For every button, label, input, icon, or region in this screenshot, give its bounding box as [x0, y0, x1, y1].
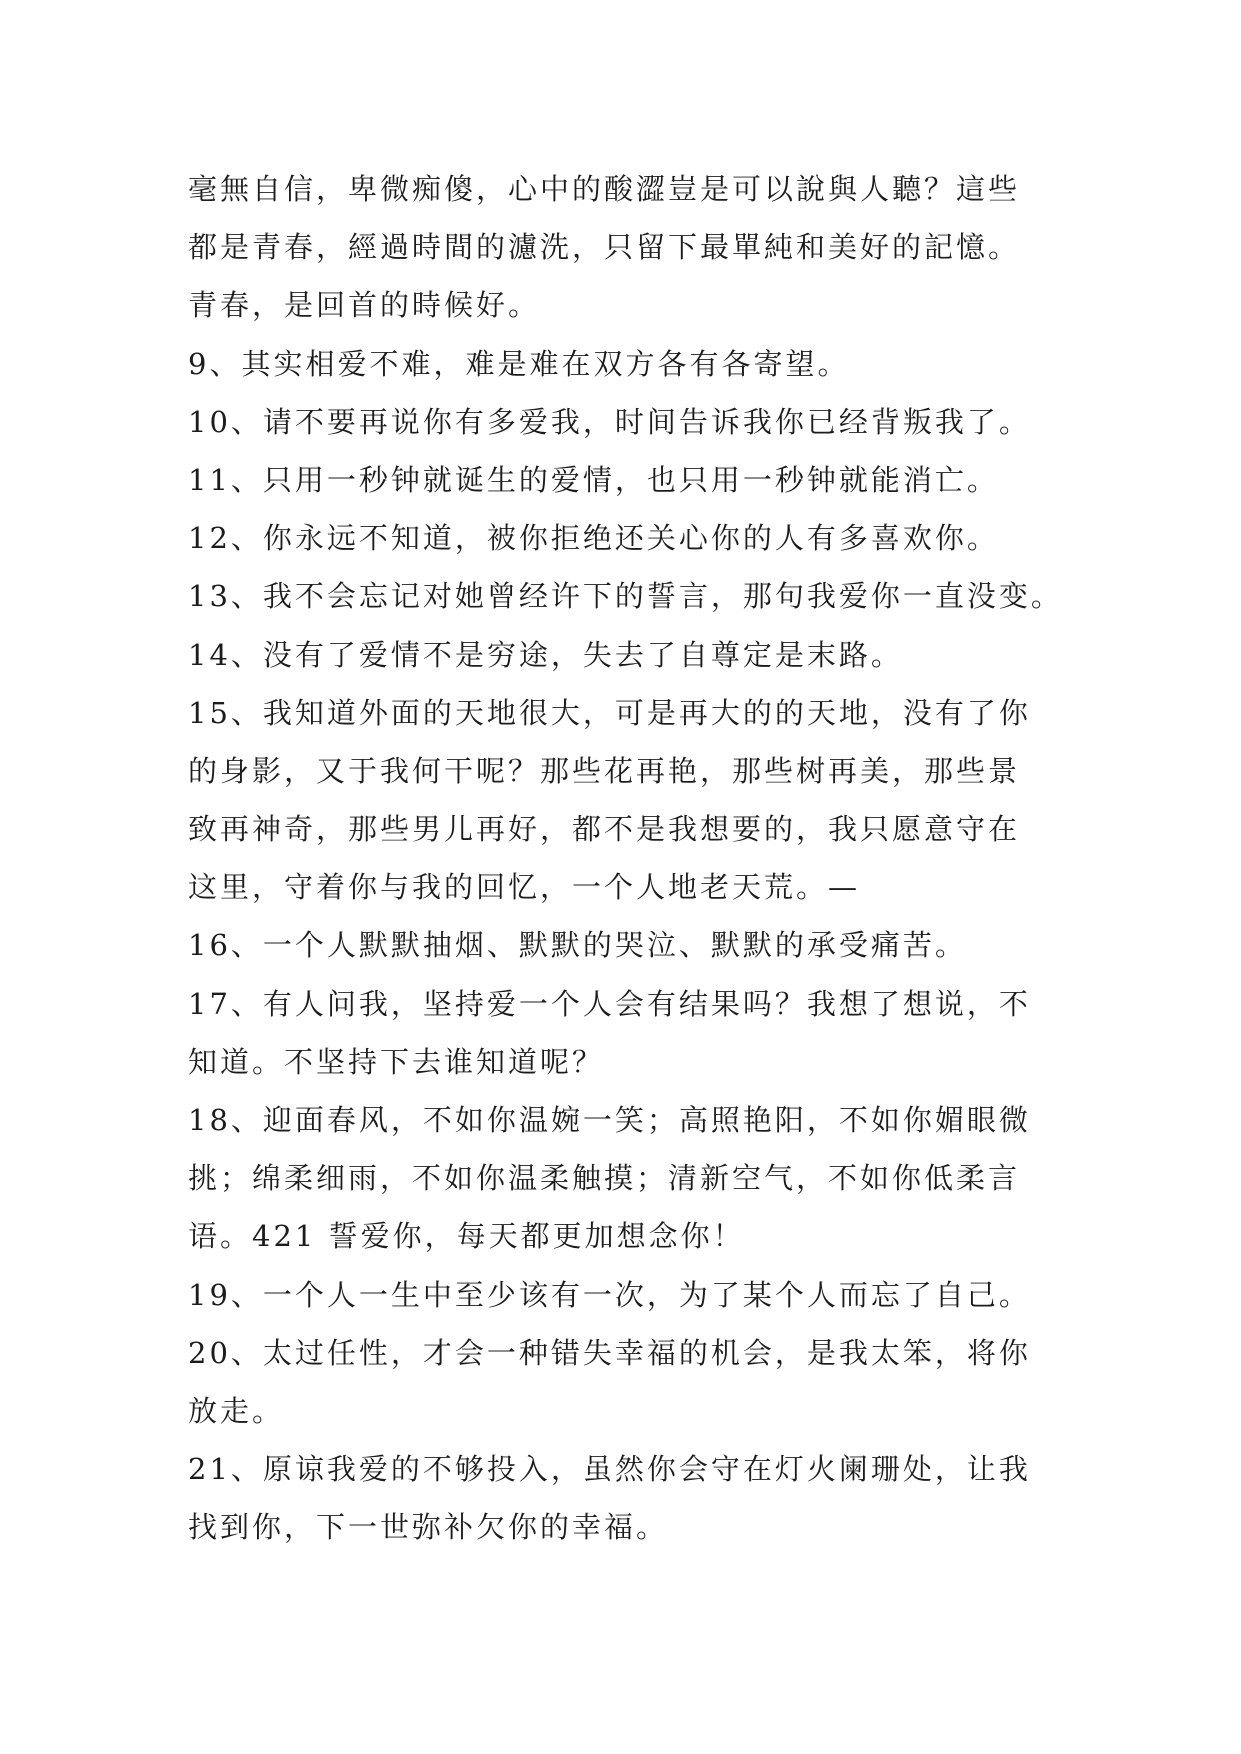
- text-line: 18、迎面春风，不如你温婉一笑；高照艳阳，不如你媚眼微: [188, 1103, 1031, 1137]
- text-line: 9、其实相爱不难，难是难在双方各有各寄望。: [188, 346, 850, 381]
- text-line: 青春，是回首的時候好。: [188, 288, 541, 323]
- text-line: 的身影，又于我何干呢？那些花再艳，那些树再美，那些景: [188, 753, 1021, 788]
- text-line: 21、原谅我爱的不够投入，虽然你会守在灯火阑珊处，让我: [188, 1452, 1031, 1487]
- body-text: [188, 160, 1068, 1557]
- text-line: 挑；绵柔细雨，不如你温柔触摸；清新空气，不如你低柔言: [188, 1161, 1021, 1196]
- text-line: 找到你，下一世弥补欠你的幸福。: [188, 1510, 669, 1545]
- text-line: 都是青春，經過時間的濾洗，只留下最單純和美好的記憶。: [188, 230, 1021, 265]
- text-line: 15、我知道外面的天地很大，可是再大的的天地，没有了你: [188, 695, 1031, 730]
- text-line: 放走。: [188, 1393, 285, 1428]
- text-line: 毫無自信，卑微痴傻，心中的酸澀豈是可以說與人聽？這些: [188, 172, 1021, 206]
- text-line: 12、你永远不知道，被你拒绝还关心你的人有多喜欢你。: [188, 521, 999, 556]
- text-line: 16、一个人默默抽烟、默默的哭泣、默默的承受痛苦。: [188, 928, 967, 963]
- text-line: 20、太过任性，才会一种错失幸福的机会，是我太笨，将你: [188, 1335, 1031, 1370]
- text-line: 这里，守着你与我的回忆，一个人地老天荒。—: [188, 870, 861, 905]
- text-line: 13、我不会忘记对她曾经许下的誓言，那句我爱你一直没变。: [188, 579, 1063, 614]
- text-line: 语。421 誓爱你，每天都更加想念你！: [188, 1219, 745, 1254]
- text-line: 10、请不要再说你有多爱我，时间告诉我你已经背叛我了。: [188, 404, 1031, 439]
- text-line: 致再神奇，那些男儿再好，都不是我想要的，我只愿意守在: [188, 812, 1021, 847]
- text-line: 17、有人问我，坚持爱一个人会有结果吗？我想了想说，不: [188, 986, 1031, 1021]
- text-line: 知道。不坚持下去谁知道呢？: [188, 1044, 605, 1079]
- text-line: 14、没有了爱情不是穷途，失去了自尊定是末路。: [188, 637, 903, 672]
- text-line: 11、只用一秒钟就诞生的爱情，也只用一秒钟就能消亡。: [188, 462, 999, 497]
- text-line: 19、一个人一生中至少该有一次，为了某个人而忘了自己。: [188, 1277, 1031, 1312]
